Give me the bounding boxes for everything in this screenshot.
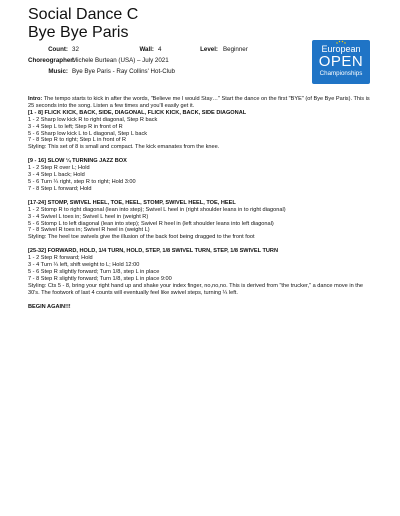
meta-row-music [28,66,308,77]
meta-row-count [28,44,308,55]
dance-info [28,44,308,77]
step-line: 3 - 4 Turn ¼ left, shift weight to L; Hold 12:00 [28,262,140,269]
music-label: Music: [48,68,68,75]
count-value: 32 [72,46,79,53]
step-line: 5 - 6 Stomp L to left diagonal (lean into step); Swivel R heel in (left shoulder leans into left diagonal) [28,220,274,227]
intro-text: The tempo starts to kick in after the words, "Believe me I would Stay…" Start the dance on the first "BYE" (of Bye Bye Paris). This is 25 seconds into the song. Listen a few times and you'll easily get it. [28,96,370,109]
wall-value: 4 [158,46,162,53]
step-line: 3 - 4 Step L back; Hold [28,172,85,179]
page-title [28,6,138,42]
section-heading: [9 - 16] SLOW ¼ TURNING JAZZ BOX [28,158,127,165]
styling-note: Styling: Cts 5 - 8, bring your right hand up and shake your index finger, no,no,no. This is derived from "the trucker," a dance move in the 30's. The footwork of last 4 counts will eventually feel like swivel steps, turning ¼ left. [28,282,364,296]
step-line: 3 - 4 Swivel L toes in; Swivel L heel in (weight R) [28,213,149,220]
intro-label: Intro: [28,96,43,102]
section-9-16 [28,158,373,193]
section-heading: [1 - 8] FLICK KICK, BACK, SIDE, DIAGONAL, FLICK KICK, BACK, SIDE DIAGONAL [28,109,247,116]
step-line: 1 - 2 Stomp R to right diagonal (lean into step); Swivel L heel in (right shoulder leans in to right diagonal) [28,206,286,213]
step-line: 1 - 2 Step R over L; Hold [28,165,90,172]
section-1-8 [28,110,373,151]
styling-note: Styling: This set of 8 is small and compact. The kick emanates from the knee. [28,144,220,151]
step-line: 7 - 8 Step L forward; Hold [28,185,92,192]
logo-line-open: OPEN [318,53,364,70]
styling-note: Styling: The heel toe swivels give the illusion of the back foot being dragged to the front foot [28,234,255,241]
section-heading: [17-24] STOMP, SWIVEL HEEL, TOE, HEEL, STOMP, SWIVEL HEEL, TOE, HEEL [28,199,236,206]
step-line: 7 - 8 Step R to right; Step L in front of R [28,137,127,144]
logo-line-championships: Championships [319,70,363,77]
count-label: Count: [48,46,68,53]
level-value: Beginner [223,46,248,53]
step-line: 5 - 6 Sharp low kick L to L diagonal, Step L back [28,130,148,137]
step-line: 3 - 4 Step L to left; Step R in front of R [28,123,123,130]
choreographer-value: Michele Burtean (USA) – July 2021 [72,57,169,64]
step-line: 5 - 6 Step R slightly forward; Turn 1/8, step L in place [28,268,160,275]
music-value: Bye Bye Paris - Ray Collins' Hot-Club [72,68,175,75]
step-sheet [28,96,373,310]
step-line: 5 - 6 Turn ¼ right, step R to right; Hold 3:00 [28,178,136,185]
meta-row-choreographer [28,55,308,66]
level-label: Level: [200,46,218,53]
section-25-32 [28,248,373,296]
step-line: 1 - 2 Sharp low kick R to right diagonal, Step R back [28,116,158,123]
choreographer-label: Choreographer: [28,57,75,64]
wall-label: Wall: [139,46,154,53]
intro-paragraph [28,96,373,110]
european-open-logo [312,40,370,84]
step-line: 7 - 8 Step R slightly forward; Turn 1/8, step L in place 9:00 [28,275,172,282]
dance-title: Social Dance C [28,6,139,23]
song-title: Bye Bye Paris [28,24,129,41]
section-17-24 [28,200,373,241]
step-line: 7 - 8 Swivel R toes in; Swivel R heel in (weight L) [28,227,150,234]
step-line: 1 - 2 Step R forward; Hold [28,255,93,262]
section-heading: [25-32] FORWARD, HOLD, 1/4 TURN, HOLD, STEP, 1/8 SWIVEL TURN, STEP, 1/8 SWIVEL TURN [28,248,279,255]
begin-again: BEGIN AGAIN!!! [28,303,71,310]
logo-line-european: European [321,44,361,54]
